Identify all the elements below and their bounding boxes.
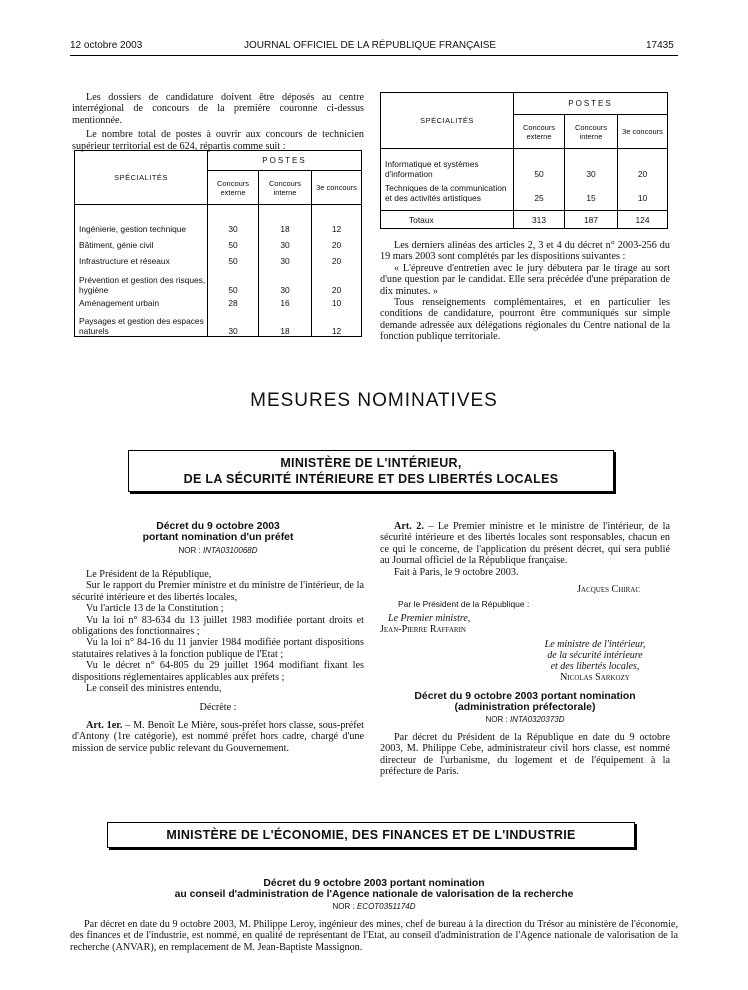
ministry-box bbox=[107, 822, 635, 848]
cell: 30 bbox=[565, 149, 618, 179]
cell: 50 bbox=[514, 149, 565, 179]
pm-title: Le Premier ministre, bbox=[388, 613, 471, 625]
decret-1-continued bbox=[380, 521, 670, 778]
cell: 10 bbox=[637, 192, 648, 203]
cell: 50 bbox=[208, 253, 259, 269]
decret-title: Décret du 9 octobre 2003 bbox=[156, 521, 280, 532]
cell: 30 bbox=[259, 253, 312, 269]
article-2 bbox=[380, 521, 670, 567]
decret-3 bbox=[70, 878, 678, 953]
table-row bbox=[75, 295, 362, 311]
cell: 15 bbox=[565, 179, 618, 203]
journal-title: JOURNAL OFFICIEL DE LA RÉPUBLIQUE FRANÇAISE bbox=[244, 40, 497, 51]
cell: 18 bbox=[259, 221, 312, 237]
paragraph: Le Président de la République, bbox=[86, 569, 212, 580]
minister-title: Le ministre de l'intérieur, bbox=[544, 639, 646, 651]
top-left-text bbox=[72, 92, 364, 152]
cell: 50 bbox=[208, 269, 259, 295]
row-label: Aménagement urbain bbox=[75, 295, 208, 311]
col-externe: Concours externe bbox=[514, 115, 565, 149]
top-right-text bbox=[380, 240, 670, 343]
minister-title: et des libertés locales, bbox=[550, 661, 640, 673]
paragraph: Vu la loi n° 83-634 du 13 juillet 1983 modifiée portant droits et obligations des fonctionnaires ; bbox=[72, 614, 364, 638]
cell: 30 bbox=[259, 269, 312, 295]
row-label: Prévention et gestion des risques, hygiène bbox=[75, 269, 208, 295]
ministry-line: MINISTÈRE DE L'INTÉRIEUR, bbox=[280, 456, 462, 470]
paragraph: Vu l'article 13 de la Constitution ; bbox=[86, 603, 224, 615]
ministry-line: MINISTÈRE DE L'ÉCONOMIE, DES FINANCES ET DE L'INDUSTRIE bbox=[166, 828, 576, 842]
pm-name: Jean-Pierre Raffarin bbox=[380, 624, 466, 636]
col-3e: 3e concours bbox=[312, 171, 362, 205]
table-row bbox=[75, 253, 362, 269]
decret-title: au conseil d'administration de l'Agence nationale de valorisation de la recherche bbox=[174, 889, 574, 900]
cell: 12 bbox=[331, 326, 342, 336]
decret-title: (administration préfectorale) bbox=[454, 702, 596, 714]
decret-title: Décret du 9 octobre 2003 portant nomination bbox=[414, 691, 636, 703]
nor-code: INTA0320373D bbox=[509, 715, 565, 725]
postes-header: POSTES bbox=[514, 93, 668, 115]
postes-header: POSTES bbox=[208, 151, 362, 171]
row-label: Bâtiment, génie civil bbox=[75, 237, 208, 253]
table-row bbox=[75, 221, 362, 237]
table-right bbox=[380, 92, 668, 229]
cell: 20 bbox=[637, 168, 648, 179]
paragraph: Par décret en date du 9 octobre 2003, M. Philippe Leroy, ingénieur des mines, chef de bureau à la direction du Trésor au ministère de l'économie, des finances et de l'industrie, est nommé, en qualité de représentant de l'Etat, au conseil d'administration de l'Agence nationale de valorisation de la recherche (ANVAR), en remplacement de M. Jean-Baptiste Massignon. bbox=[70, 919, 678, 953]
table-row bbox=[75, 237, 362, 253]
paragraph: Tous renseignements complémentaires, et en particulier les conditions de candidature, pourront être communiqués sur simple demande adressée aux délégations régionales du Centre national de la fonction publique territoriale. bbox=[380, 297, 670, 343]
table-row bbox=[381, 149, 668, 179]
row-label: Techniques de la communication et des activités artistiques bbox=[381, 179, 514, 203]
specialites-header: SPÉCIALITÉS bbox=[75, 151, 208, 205]
specialites-header: SPÉCIALITÉS bbox=[381, 93, 514, 149]
col-interne: Concours interne bbox=[565, 115, 618, 149]
cell: 30 bbox=[208, 221, 259, 237]
cell: 16 bbox=[259, 295, 312, 311]
cell: 10 bbox=[331, 297, 342, 308]
decret-title: Décret du 9 octobre 2003 portant nomination bbox=[263, 878, 485, 889]
table-row bbox=[75, 311, 362, 337]
total-cell: 313 bbox=[514, 211, 565, 229]
total-row bbox=[381, 211, 668, 229]
total-label: Totaux bbox=[381, 211, 514, 229]
col-externe: Concours externe bbox=[208, 171, 259, 205]
section-title: MESURES NOMINATIVES bbox=[250, 390, 498, 411]
total-cell: 187 bbox=[565, 211, 618, 229]
cell: 25 bbox=[514, 179, 565, 203]
nor-label: NOR : bbox=[485, 715, 508, 725]
minister-title: de la sécurité intérieure bbox=[547, 650, 643, 662]
paragraph: Les dossiers de candidature doivent être déposés au centre interrégional de concours de la première couronne ci-dessus mentionnée. bbox=[72, 92, 364, 126]
col-3e: 3e concours bbox=[618, 115, 668, 149]
cell: 28 bbox=[208, 295, 259, 311]
header-rule bbox=[70, 55, 678, 56]
header-date: 12 octobre 2003 bbox=[70, 40, 143, 51]
paragraph: Le conseil des ministres entendu, bbox=[86, 683, 222, 695]
nor-reference bbox=[70, 902, 678, 911]
cell: 30 bbox=[259, 237, 312, 253]
paragraph: Le nombre total de postes à ouvrir aux concours de technicien supérieur territorial est de 624, répartis comme suit : bbox=[72, 129, 364, 152]
nor-reference bbox=[380, 715, 670, 724]
page-number: 17435 bbox=[646, 40, 674, 51]
row-label: Infrastructure et réseaux bbox=[75, 253, 208, 269]
cell: 50 bbox=[208, 237, 259, 253]
ministry-box bbox=[128, 450, 614, 492]
nor-code: INTA0310068D bbox=[202, 546, 258, 555]
paragraph: Par décret du Président de la République en date du 9 octobre 2003, M. Philippe Cebe, administrateur civil hors classe, est nommé directeur de l'urbanisme, du logement et de l'équipement à la préfecture de Paris. bbox=[380, 732, 670, 778]
row-label: Paysages et gestion des espaces naturels bbox=[75, 311, 208, 337]
cell: 12 bbox=[331, 223, 342, 234]
ministry-line: DE LA SÉCURITÉ INTÉRIEURE ET DES LIBERTÉS LOCALES bbox=[183, 472, 559, 486]
decret-title: portant nomination d'un préfet bbox=[142, 532, 294, 543]
paragraph: Sur le rapport du Premier ministre et du ministre de l'intérieur, de la sécurité intérieure et des libertés locales, bbox=[72, 580, 364, 603]
fait-a-paris: Fait à Paris, le 9 octobre 2003. bbox=[394, 566, 519, 578]
cell: 20 bbox=[331, 239, 342, 250]
total-cell: 124 bbox=[618, 211, 668, 229]
row-label: Ingénierie, gestion technique bbox=[75, 221, 208, 237]
cell: 18 bbox=[259, 311, 312, 337]
table-left bbox=[74, 150, 362, 337]
cell: 20 bbox=[331, 255, 342, 266]
minister-name: Nicolas Sarkozy bbox=[560, 672, 630, 684]
article-1 bbox=[72, 720, 364, 754]
row-label: Informatique et systèmes d'information bbox=[381, 149, 514, 179]
article-label: Art. 2. bbox=[394, 521, 424, 532]
paragraph: Vu la loi n° 84-16 du 11 janvier 1984 modifiée portant dispositions statutaires relatives à la fonction publique de l'Etat ; bbox=[72, 637, 364, 660]
nor-label: NOR : bbox=[178, 546, 201, 555]
decrete: Décrète : bbox=[199, 702, 237, 714]
nor-reference bbox=[72, 546, 364, 555]
table-row bbox=[75, 269, 362, 295]
article-text: – M. Benoît Le Mière, sous-préfet hors classe, sous-préfet d'Antony (1re catégorie), est nommé préfet hors cadre, chargé d'une mission de service public relevant du Gouvernement. bbox=[72, 719, 364, 754]
col-interne: Concours interne bbox=[259, 171, 312, 205]
article-text: – Le Premier ministre et le ministre de l'intérieur, de la sécurité intérieure et des libertés locales sont responsables, chacun en ce qui le concerne, de l'application du présent décret, qui sera publié au Journal officiel de la République française. bbox=[380, 521, 670, 567]
signature-president: Jacques Chirac bbox=[577, 584, 640, 596]
paragraph: Les derniers alinéas des articles 2, 3 et 4 du décret n° 2003-256 du 19 mars 2003 sont complétés par les dispositions suivantes : bbox=[380, 240, 670, 263]
nor-code: ECOT0351174D bbox=[356, 902, 416, 911]
paragraph: « L'épreuve d'entretien avec le jury débutera par le tirage au sort d'une question par le candidat. Elle sera précédée d'une préparation de dix minutes. » bbox=[380, 262, 670, 297]
nor-label: NOR : bbox=[332, 902, 355, 911]
cell: 30 bbox=[208, 311, 259, 337]
table-row bbox=[381, 179, 668, 203]
decret-1 bbox=[72, 521, 364, 754]
paragraph: Vu le décret n° 64-805 du 29 juillet 1964 modifiant fixant les dispositions réglementaires applicables aux préfets ; bbox=[72, 660, 364, 683]
par-president: Par le Président de la République : bbox=[398, 599, 530, 610]
cell: 20 bbox=[331, 284, 342, 295]
article-label: Art. 1er. bbox=[86, 719, 123, 731]
